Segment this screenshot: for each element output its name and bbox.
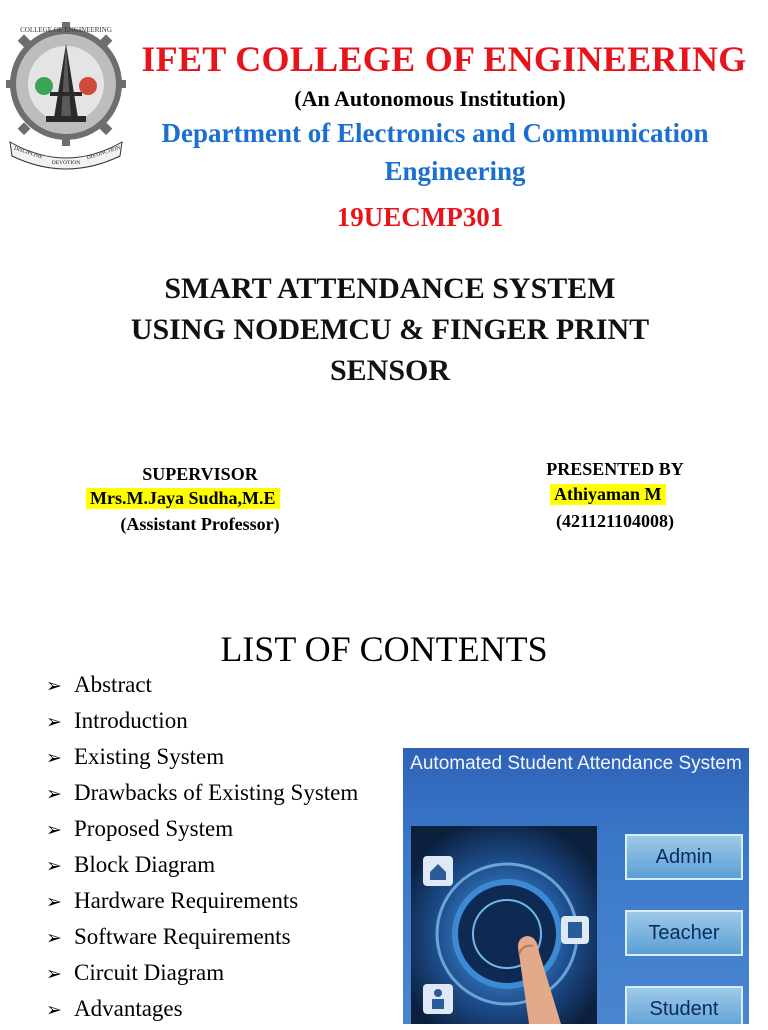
contents-item: [46, 814, 358, 850]
arrow-bullet-icon: ➢: [46, 747, 62, 769]
house-icon: [423, 856, 453, 886]
autonomous-label: (An Autonomous Institution): [294, 86, 566, 111]
contents-item: [46, 958, 358, 994]
document-icon: [561, 916, 589, 944]
contents-item-label: Software Requirements: [74, 924, 291, 949]
user-icon: [423, 984, 453, 1014]
motto-bottom: DEVOTION: [51, 160, 81, 166]
contents-item: [46, 850, 358, 886]
contents-item: [46, 886, 358, 922]
attendance-app-image: [403, 748, 749, 1024]
contents-item: [46, 706, 358, 742]
motto-ribbon: [10, 142, 122, 169]
college-name: IFET COLLEGE OF ENGINEERING: [141, 39, 747, 79]
supervisor-role: (Assistant Professor): [120, 514, 280, 534]
arrow-bullet-icon: ➢: [46, 711, 62, 733]
contents-item-label: Advantages: [74, 996, 183, 1021]
contents-list: [46, 670, 358, 1030]
contents-item-label: Abstract: [74, 672, 152, 697]
project-title: [60, 268, 720, 391]
arrow-bullet-icon: ➢: [46, 675, 62, 697]
department-line-2: Engineering: [384, 156, 526, 186]
project-title-line-1: SMART ATTENDANCE SYSTEM: [164, 272, 616, 305]
contents-item: [46, 742, 358, 778]
app-title: Automated Student Attendance System: [410, 753, 742, 774]
contents-heading: LIST OF CONTENTS: [220, 629, 548, 669]
arrow-bullet-icon: ➢: [46, 855, 62, 877]
arrow-bullet-icon: ➢: [46, 891, 62, 913]
admin-button: Admin: [625, 834, 743, 880]
college-logo: [6, 14, 126, 172]
contents-item-label: Proposed System: [74, 816, 234, 841]
motto-right: DISTINCTION: [86, 144, 122, 162]
contents-item: [46, 670, 358, 706]
presenter-name: Athiyaman M: [550, 484, 666, 505]
contents-item-label: Drawbacks of Existing System: [74, 780, 359, 805]
contents-item: [46, 778, 358, 814]
arrow-bullet-icon: ➢: [46, 819, 62, 841]
logo-ring-text: COLLEGE OF ENGINEERING: [20, 26, 112, 34]
arrow-bullet-icon: ➢: [46, 963, 62, 985]
fingerprint-scanner-art: [411, 826, 597, 1024]
contents-item: [46, 922, 358, 958]
contents-item-label: Block Diagram: [74, 852, 216, 877]
contents-item: [46, 994, 358, 1030]
arrow-bullet-icon: ➢: [46, 783, 62, 805]
gear-emblem-icon: [6, 22, 126, 146]
contents-item-label: Hardware Requirements: [74, 888, 299, 913]
supervisor-heading: SUPERVISOR: [142, 464, 258, 484]
project-title-line-3: SENSOR: [329, 354, 451, 387]
student-button: Student: [625, 986, 743, 1024]
arrow-bullet-icon: ➢: [46, 927, 62, 949]
contents-item-label: Introduction: [74, 708, 188, 733]
presenter-roll-number: (421121104008): [555, 511, 674, 531]
course-code: 19UECMP301: [336, 202, 504, 232]
teacher-button: Teacher: [625, 910, 743, 956]
supervisor-name: Mrs.M.Jaya Sudha,M.E: [86, 488, 280, 509]
department-line-1: Department of Electronics and Communication: [161, 118, 709, 148]
contents-item-label: Circuit Diagram: [74, 960, 225, 985]
presenter-heading: PRESENTED BY: [546, 459, 684, 479]
motto-left: DISCIPLINE: [13, 145, 44, 161]
arrow-bullet-icon: ➢: [46, 999, 62, 1021]
contents-item-label: Existing System: [74, 744, 225, 769]
project-title-line-2: USING NODEMCU & FINGER PRINT: [130, 313, 650, 346]
